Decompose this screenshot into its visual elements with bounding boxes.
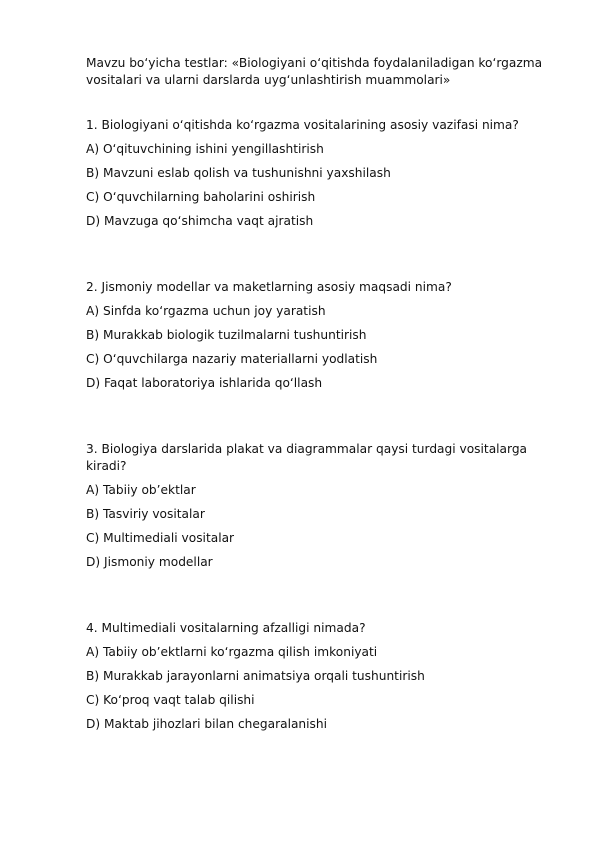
- answer-option-b: B) Mavzuni eslab qolish va tushunishni yaxshilash: [86, 166, 391, 180]
- question-4: [86, 620, 546, 733]
- answer-option-c: C) Ko‘proq vaqt talab qilishi: [86, 693, 255, 707]
- answer-option-d: D) Mavzuga qo‘shimcha vaqt ajratish: [86, 214, 314, 228]
- answer-option-a: A) Tabiiy ob’ektlar: [86, 483, 196, 497]
- answer-option-d: D) Jismoniy modellar: [86, 555, 213, 569]
- answer-option-d: D) Faqat laboratoriya ishlarida qo‘llash: [86, 376, 323, 390]
- spacer: [86, 237, 546, 279]
- answer-option-c: C) O‘quvchilarga nazariy materiallarni yodlatish: [86, 352, 378, 366]
- answer-option-a: A) Sinfda ko‘rgazma uchun joy yaratish: [86, 304, 326, 318]
- answer-option-b: B) Tasviriy vositalar: [86, 507, 205, 521]
- answer-option-b: B) Murakkab biologik tuzilmalarni tushuntirish: [86, 328, 367, 342]
- question-1: [86, 117, 546, 230]
- answer-option-a: A) O‘qituvchining ishini yengillashtirish: [86, 142, 324, 156]
- answer-option-a: A) Tabiiy ob’ektlarni ko‘rgazma qilish imkoniyati: [86, 645, 378, 659]
- question-2: [86, 279, 546, 392]
- answer-option-c: C) O‘quvchilarning baholarini oshirish: [86, 190, 316, 204]
- question-text: 3. Biologiya darslarida plakat va diagrammalar qaysi turdagi vositalarga kiradi?: [86, 442, 528, 473]
- question-text: 1. Biologiyani o‘qitishda ko‘rgazma vositalarining asosiy vazifasi nima?: [86, 118, 519, 132]
- answer-option-b: B) Murakkab jarayonlarni animatsiya orqali tushuntirish: [86, 669, 425, 683]
- question-text: 4. Multimediali vositalarning afzalligi nimada?: [86, 621, 366, 635]
- question-3: [86, 441, 546, 571]
- document-title: Mavzu bo‘yicha testlar: «Biologiyani o‘qitishda foydalaniladigan ko‘rgazma vositalari va ularni darslarda uyg‘unlashtirish muammolari»: [86, 56, 543, 87]
- test-document: [86, 55, 546, 740]
- spacer: [86, 578, 546, 620]
- question-text: 2. Jismoniy modellar va maketlarning asosiy maqsadi nima?: [86, 280, 452, 294]
- answer-option-d: D) Maktab jihozlari bilan chegaralanishi: [86, 717, 327, 731]
- spacer: [86, 399, 546, 441]
- answer-option-c: C) Multimediali vositalar: [86, 531, 235, 545]
